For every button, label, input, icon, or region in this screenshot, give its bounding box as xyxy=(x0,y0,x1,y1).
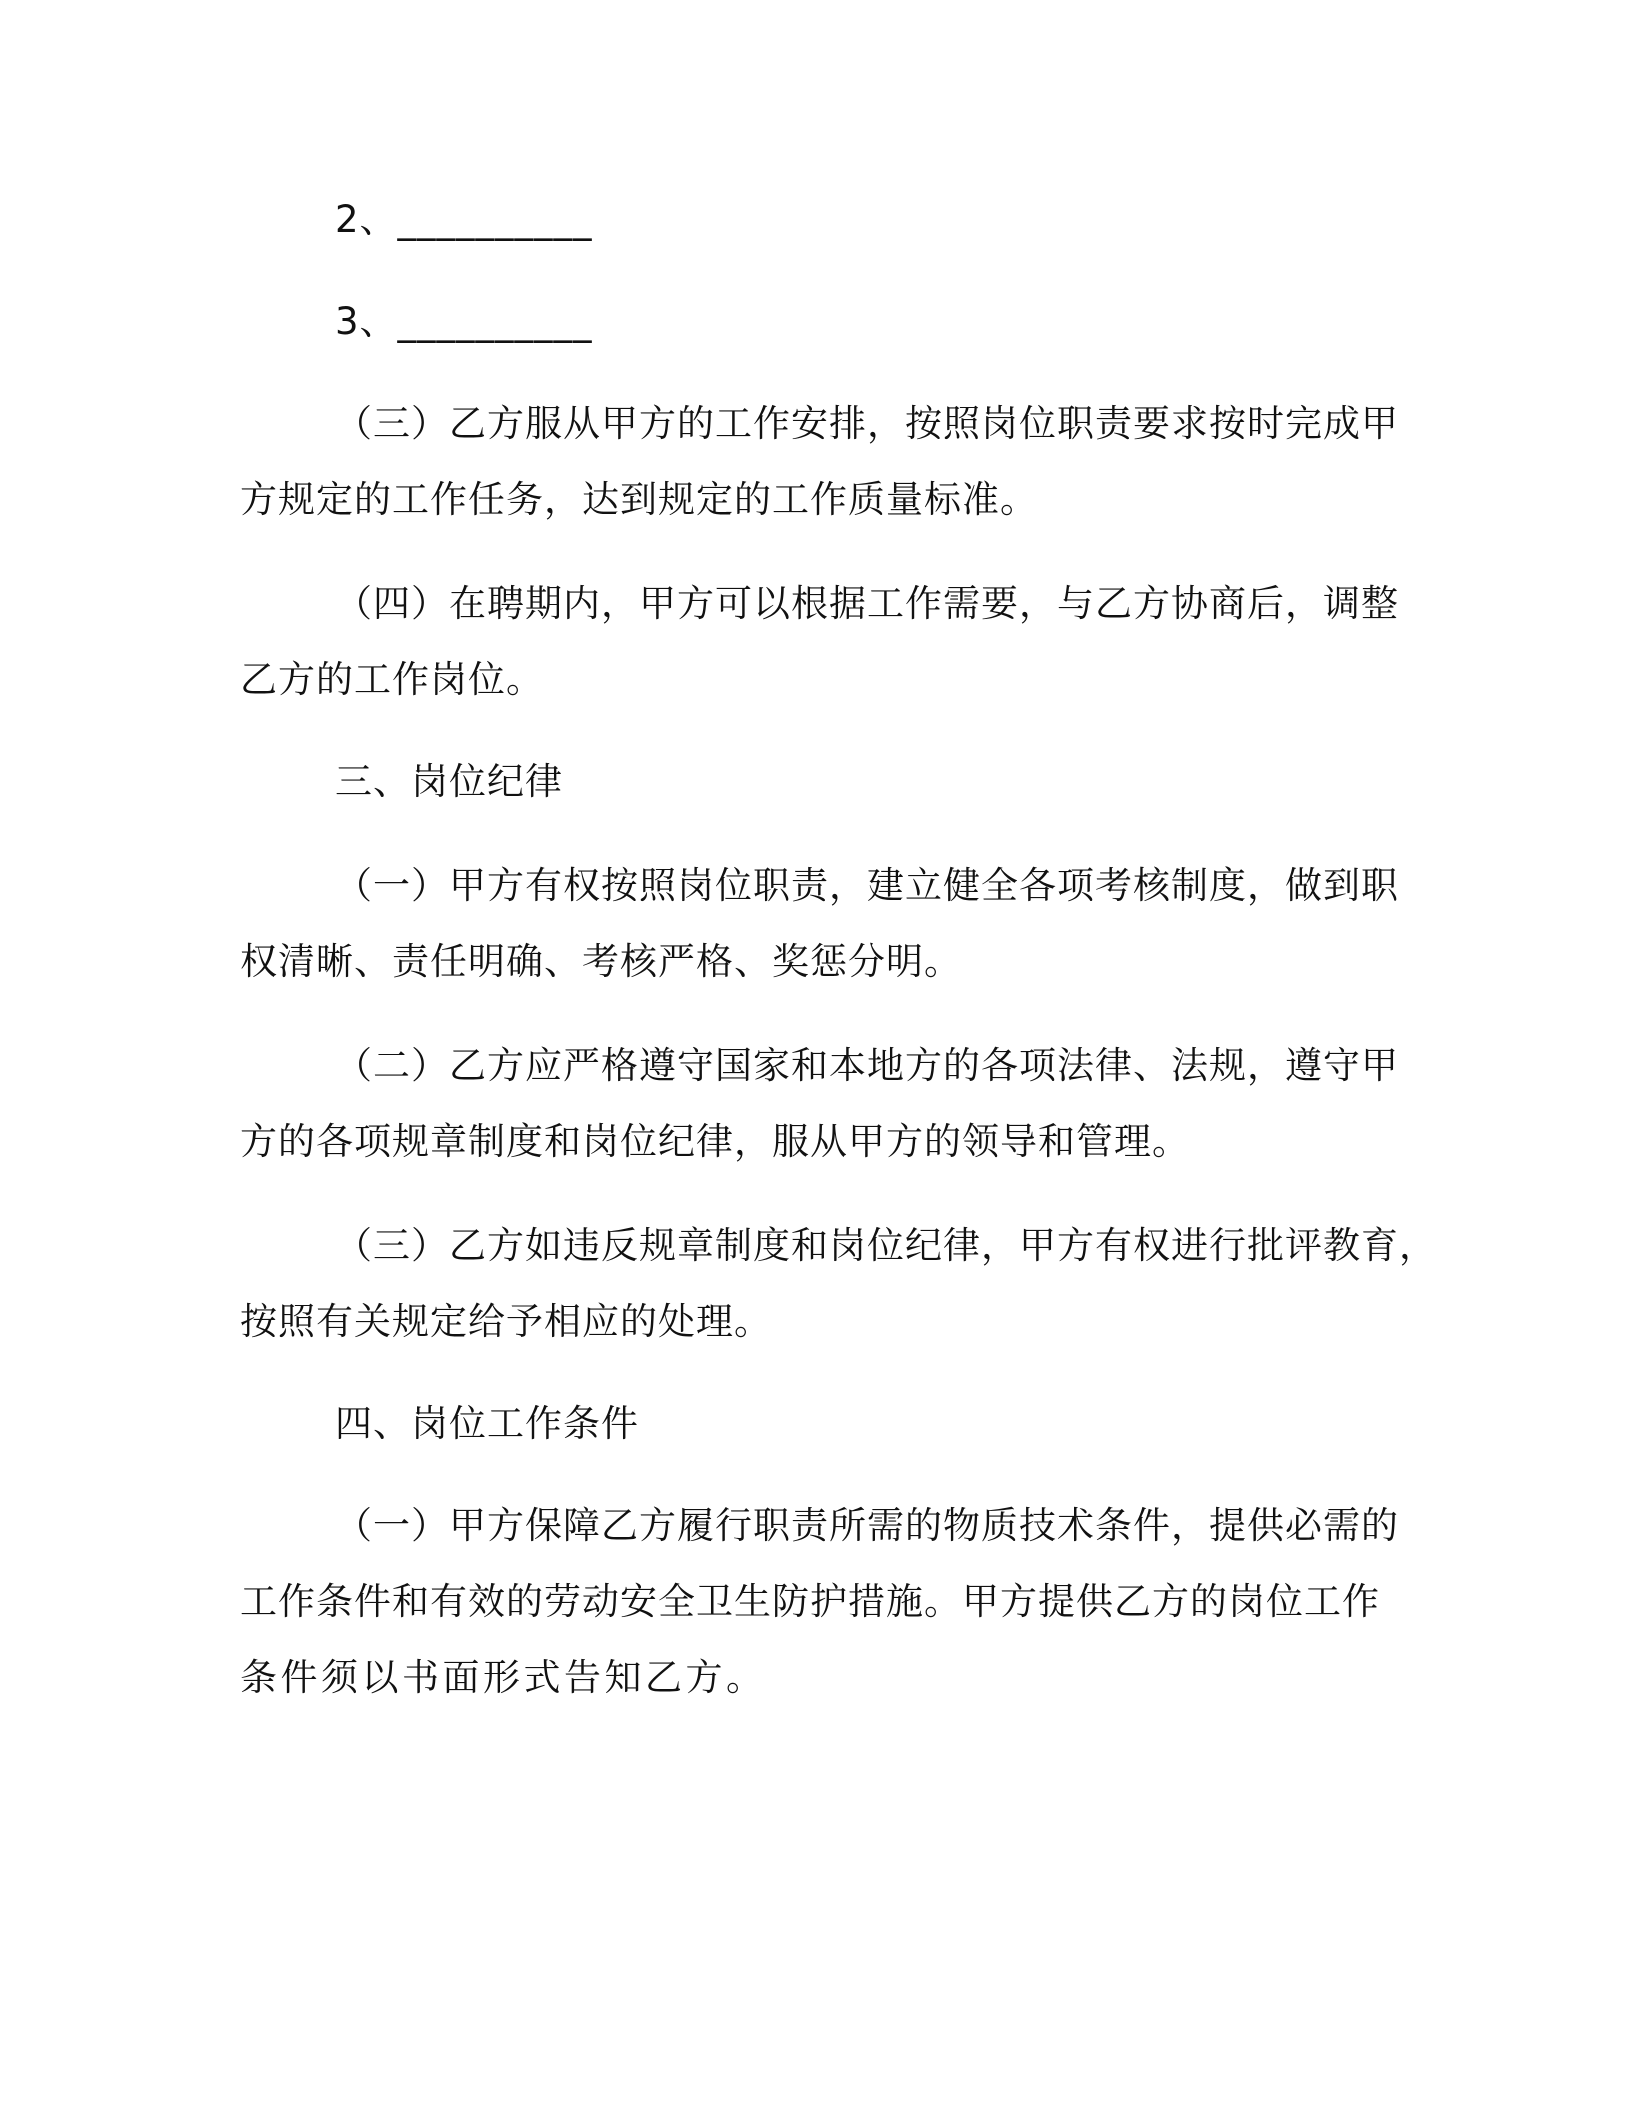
paragraph-3-line-1: （三）乙方服从甲方的工作安排，按照岗位职责要求按时完成甲 xyxy=(335,402,1399,445)
discipline-1-line-2: 权清晰、责任明确、考核严格、奖惩分明。 xyxy=(240,940,962,983)
discipline-3-line-1: （三）乙方如违反规章制度和岗位纪律，甲方有权进行批评教育， xyxy=(335,1224,1437,1267)
section-heading-conditions: 四、岗位工作条件 xyxy=(335,1402,639,1445)
paragraph-4-line-2: 乙方的工作岗位。 xyxy=(240,658,544,701)
discipline-1-line-1: （一）甲方有权按照岗位职责，建立健全各项考核制度，做到职 xyxy=(335,864,1399,907)
discipline-2-line-1: （二）乙方应严格遵守国家和本地方的各项法律、法规，遵守甲 xyxy=(335,1044,1399,1087)
conditions-1-line-1: （一）甲方保障乙方履行职责所需的物质技术条件，提供必需的 xyxy=(335,1504,1399,1547)
section-heading-discipline: 三、岗位纪律 xyxy=(335,760,563,803)
list-item-3: 3、__________ xyxy=(335,300,593,343)
conditions-1-line-3: 条件须以书面形式告知乙方。 xyxy=(240,1656,767,1699)
paragraph-3-line-2: 方规定的工作任务，达到规定的工作质量标准。 xyxy=(240,478,1038,521)
discipline-3-line-2: 按照有关规定给予相应的处理。 xyxy=(240,1300,772,1343)
paragraph-4-line-1: （四）在聘期内，甲方可以根据工作需要，与乙方协商后，调整 xyxy=(335,582,1399,625)
discipline-2-line-2: 方的各项规章制度和岗位纪律，服从甲方的领导和管理。 xyxy=(240,1120,1190,1163)
conditions-1-line-2: 工作条件和有效的劳动安全卫生防护措施。甲方提供乙方的岗位工作 xyxy=(240,1580,1380,1623)
list-item-2: 2、__________ xyxy=(335,198,593,241)
